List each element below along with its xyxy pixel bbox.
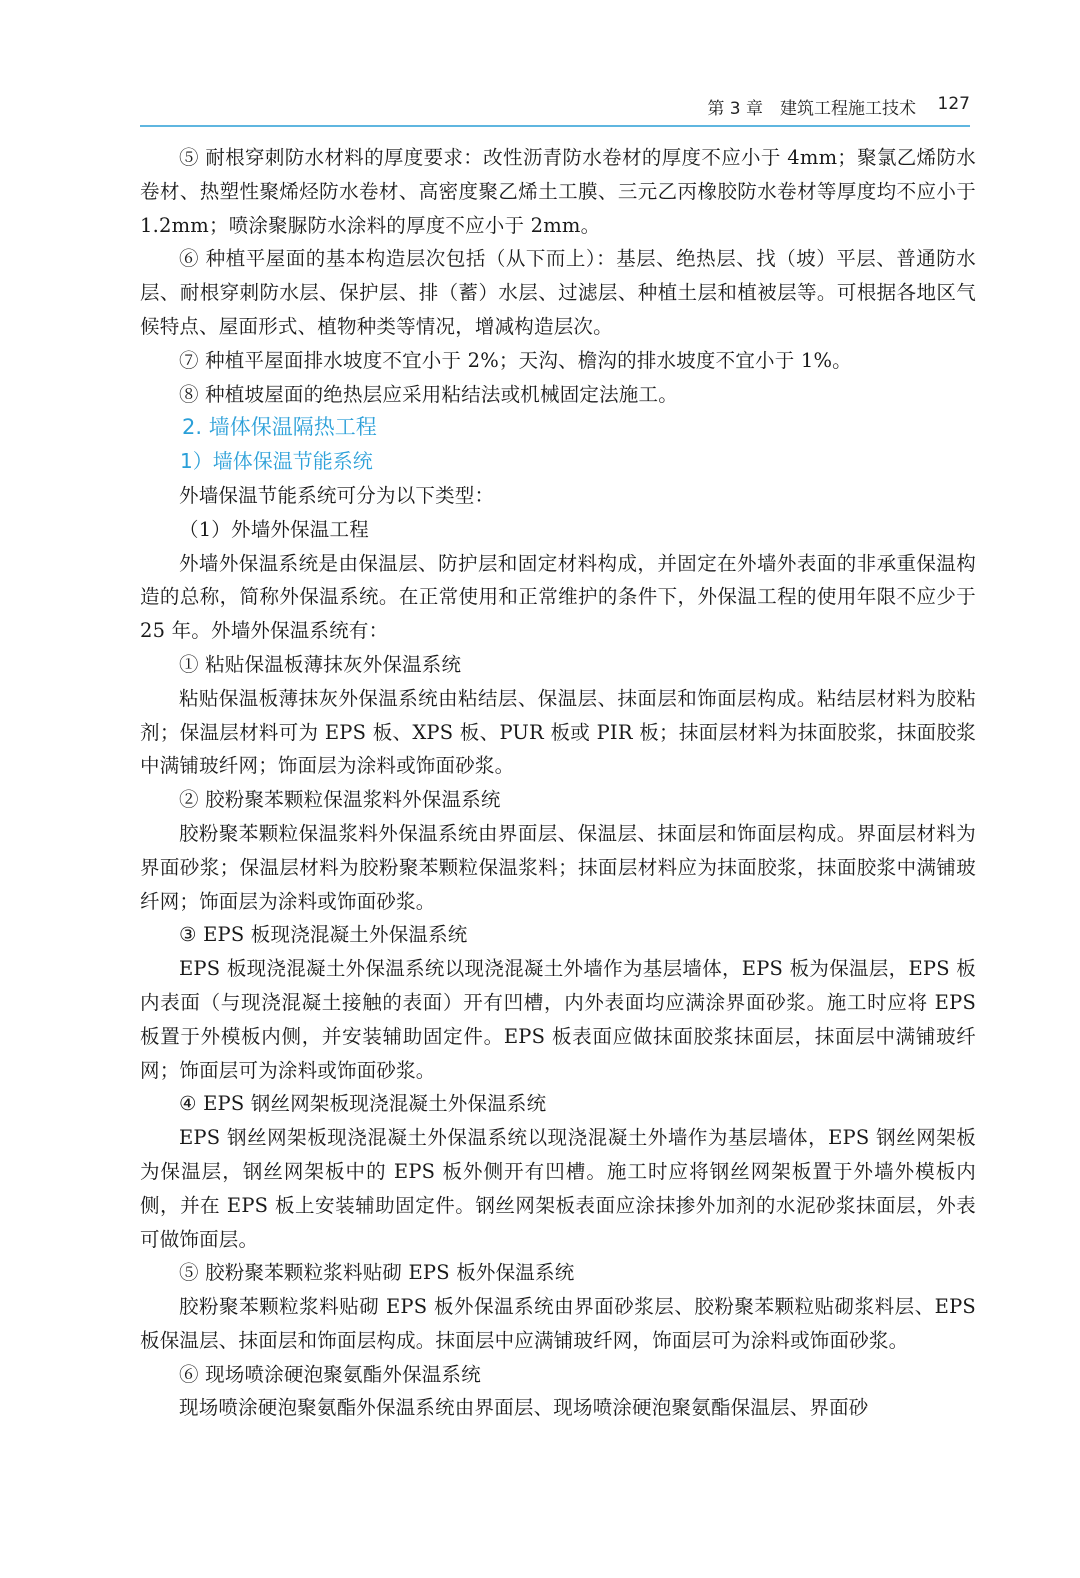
paragraph: EPS 板现浇混凝土外保温系统以现浇混凝土外墙作为基层墙体，EPS 板为保温层，EPS 板内表面（与现浇混凝土接触的表面）开有凹槽，内外表面均应满涂界面砂浆。施工时应将 EPS 板置于外模板内侧，并安装辅助固定件。EPS 板表面应做抹面胶浆抹面层，抹面层中满铺玻纤网；饰面层可为涂料或饰面砂浆。 — [140, 957, 976, 1082]
list-item-heading: ⑥ 现场喷涂硬泡聚氨酯外保温系统 — [179, 1362, 481, 1386]
list-item-heading: ④ EPS 钢丝网架板现浇混凝土外保温系统 — [179, 1092, 547, 1116]
paragraph: ⑤ 耐根穿刺防水材料的厚度要求：改性沥青防水卷材的厚度不应小于 4mm；聚氯乙烯防水卷材、热塑性聚烯烃防水卷材、高密度聚乙烯土工膜、三元乙丙橡胶防水卷材等厚度均不应小于 1.2mm；喷涂聚脲防水涂料的厚度不应小于 2mm。 — [140, 146, 976, 237]
paragraph: ⑧ 种植坡屋面的绝热层应采用粘结法或机械固定法施工。 — [179, 382, 678, 406]
paragraph: 外墙保温节能系统可分为以下类型： — [179, 483, 495, 507]
running-header — [140, 94, 970, 122]
list-item-heading: ③ EPS 板现浇混凝土外保温系统 — [179, 923, 468, 947]
header-rule — [140, 125, 970, 127]
paragraph: ⑦ 种植平屋面排水坡度不宜小于 2%；天沟、檐沟的排水坡度不宜小于 1%。 — [179, 348, 852, 372]
page-number: 127 — [937, 94, 970, 114]
paragraph: 胶粉聚苯颗粒浆料贴砌 EPS 板外保温系统由界面砂浆层、胶粉聚苯颗粒贴砌浆料层、EPS 板保温层、抹面层和饰面层构成。抹面层中应满铺玻纤网，饰面层可为涂料或饰面砂浆。 — [140, 1295, 976, 1352]
paragraph: 胶粉聚苯颗粒保温浆料外保温系统由界面层、保温层、抹面层和饰面层构成。界面层材料为界面砂浆；保温层材料为胶粉聚苯颗粒保温浆料；抹面层材料应为抹面胶浆，抹面胶浆中满铺玻纤网；饰面层为涂料或饰面砂浆。 — [140, 821, 976, 913]
paragraph: 现场喷涂硬泡聚氨酯外保温系统由界面层、现场喷涂硬泡聚氨酯保温层、界面砂 — [179, 1396, 869, 1420]
subsection-heading: 1）墙体保温节能系统 — [180, 449, 373, 474]
list-item-heading: ② 胶粉聚苯颗粒保温浆料外保温系统 — [179, 788, 501, 812]
paragraph: 粘贴保温板薄抹灰外保温系统由粘结层、保温层、抹面层和饰面层构成。粘结层材料为胶粘剂；保温层材料可为 EPS 板、XPS 板、PUR 板或 PIR 板；抹面层材料为抹面胶浆，抹面胶浆中满铺玻纤网；饰面层为涂料或饰面砂浆。 — [140, 686, 976, 778]
section-heading: 2. 墙体保温隔热工程 — [182, 415, 377, 440]
list-item-heading: ① 粘贴保温板薄抹灰外保温系统 — [179, 652, 462, 676]
paragraph: EPS 钢丝网架板现浇混凝土外保温系统以现浇混凝土外墙作为基层墙体，EPS 钢丝网架板为保温层，钢丝网架板中的 EPS 板外侧开有凹槽。施工时应将钢丝网架板置于外墙外模板内侧，并在 EPS 板上安装辅助固定件。钢丝网架板表面应涂抹掺外加剂的水泥砂浆抹面层，外表可做饰面层。 — [140, 1126, 976, 1251]
list-item-heading: ⑤ 胶粉聚苯颗粒浆料贴砌 EPS 板外保温系统 — [179, 1261, 575, 1285]
list-heading: （1）外墙外保温工程 — [179, 517, 369, 541]
paragraph: 外墙外保温系统是由保温层、防护层和固定材料构成，并固定在外墙外表面的非承重保温构造的总称，简称外保温系统。在正常使用和正常维护的条件下，外保温工程的使用年限不应少于 25 年。外墙外保温系统有： — [140, 551, 976, 643]
page-body — [140, 141, 976, 1425]
paragraph: ⑥ 种植平屋面的基本构造层次包括（从下而上）：基层、绝热层、找（坡）平层、普通防水层、耐根穿刺防水层、保护层、排（蓄）水层、过滤层、种植土层和植被层等。可根据各地区气候特点、屋面形式、植物种类等情况，增减构造层次。 — [140, 247, 976, 338]
chapter-title: 第 3 章 建筑工程施工技术 — [707, 99, 916, 119]
